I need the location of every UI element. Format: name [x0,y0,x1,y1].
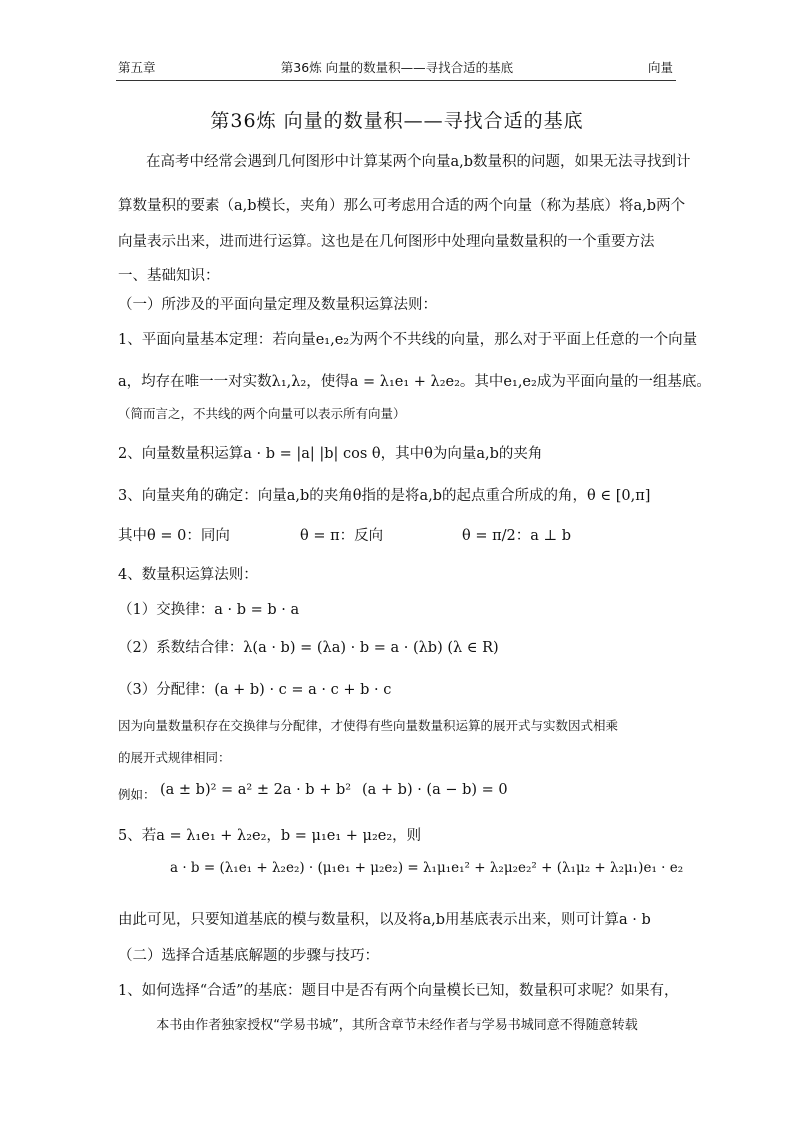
law-distributive: （3）分配律：(a + b) · c = a · c + b · c [118,682,392,698]
conclusion: 由此可见，只要知道基底的模与数量积，以及将a,b用基底表示出来，则可计算a · b [118,912,651,928]
basis-representation: 5、若a = λ₁e₁ + λ₂e₂，b = μ₁e₁ + μ₂e₂，则 [118,828,422,844]
copyright-footer: 本书由作者独家授权“学易书城”，其所含章节未经作者与学易书城同意不得随意转载 [156,1018,638,1033]
header-topic: 向量 [648,60,674,75]
angle-case-opposite: θ = π：反向 [300,528,384,544]
expansion-note-1: 因为向量数量积存在交换律与分配律，才使得有些向量数量积运算的展开式与实数因式相乘 [118,718,619,733]
example-formula-2: (a + b) · (a − b) = 0 [362,782,508,798]
theorem-1-note: （简而言之，不共线的两个向量可以表示所有向量） [118,406,406,421]
theorem-1-line-2: a，均存在唯一一对实数λ₁,λ₂，使得a = λ₁e₁ + λ₂e₂。其中e₁,e₂成为平面向量的一组基底。 [118,374,711,390]
subsection-steps: （二）选择合适基底解题的步骤与技巧： [118,948,379,964]
expansion-note-2: 的展开式规律相同： [118,750,231,765]
angle-definition: 3、向量夹角的确定：向量a,b的夹角θ指的是将a,b的起点重合所成的角，θ ∈ [0,π] [118,488,651,504]
subsection-theorems: （一）所涉及的平面向量定理及数量积运算法则： [118,297,437,313]
section-basics: 一、基础知识： [118,268,220,284]
dot-product-definition: 2、向量数量积运算a · b = |a| |b| cos θ，其中θ为向量a,b的夹角 [118,446,543,462]
header-divider [116,80,676,81]
theorem-1-line-1: 1、平面向量基本定理：若向量e₁,e₂为两个不共线的向量，那么对于平面上任意的一个向量 [118,332,698,348]
angle-case-perpendicular: θ = π/2：a ⊥ b [462,528,572,544]
intro-line-1: 在高考中经常会遇到几何图形中计算某两个向量a,b数量积的问题，如果无法寻找到计 [146,154,691,170]
example-formula-1: (a ± b)² = a² ± 2a · b + b² [160,782,352,798]
intro-line-2: 算数量积的要素（a,b模长，夹角）那么可考虑用合适的两个向量（称为基底）将a,b两个 [118,198,686,214]
law-scalar-associative: （2）系数结合律：λ(a · b) = (λa) · b = a · (λb) (λ ∈ R) [118,640,499,656]
example-label: 例如： [118,787,156,802]
law-commutative: （1）交换律：a · b = b · a [118,602,300,618]
rules-heading: 4、数量积运算法则： [118,567,258,583]
intro-line-3: 向量表示出来，进而进行运算。这也是在几何图形中处理向量数量积的一个重要方法 [118,234,655,250]
header-chapter: 第五章 [118,60,156,75]
angle-case-same: 其中θ = 0：同向 [118,528,230,544]
basis-dot-product-expansion: a · b = (λ₁e₁ + λ₂e₂) · (μ₁e₁ + μ₂e₂) = λ₁μ₁e₁² + λ₂μ₂e₂² + (λ₁μ₂ + λ₂μ₁)e₁ · e₂ [170,860,684,876]
page-title: 第36炼 向量的数量积——寻找合适的基底 [210,110,584,132]
step-1: 1、如何选择“合适”的基底：题目中是否有两个向量模长已知，数量积可求呢？如果有， [118,983,679,999]
header-lesson: 第36炼 向量的数量积——寻找合适的基底 [280,60,514,75]
